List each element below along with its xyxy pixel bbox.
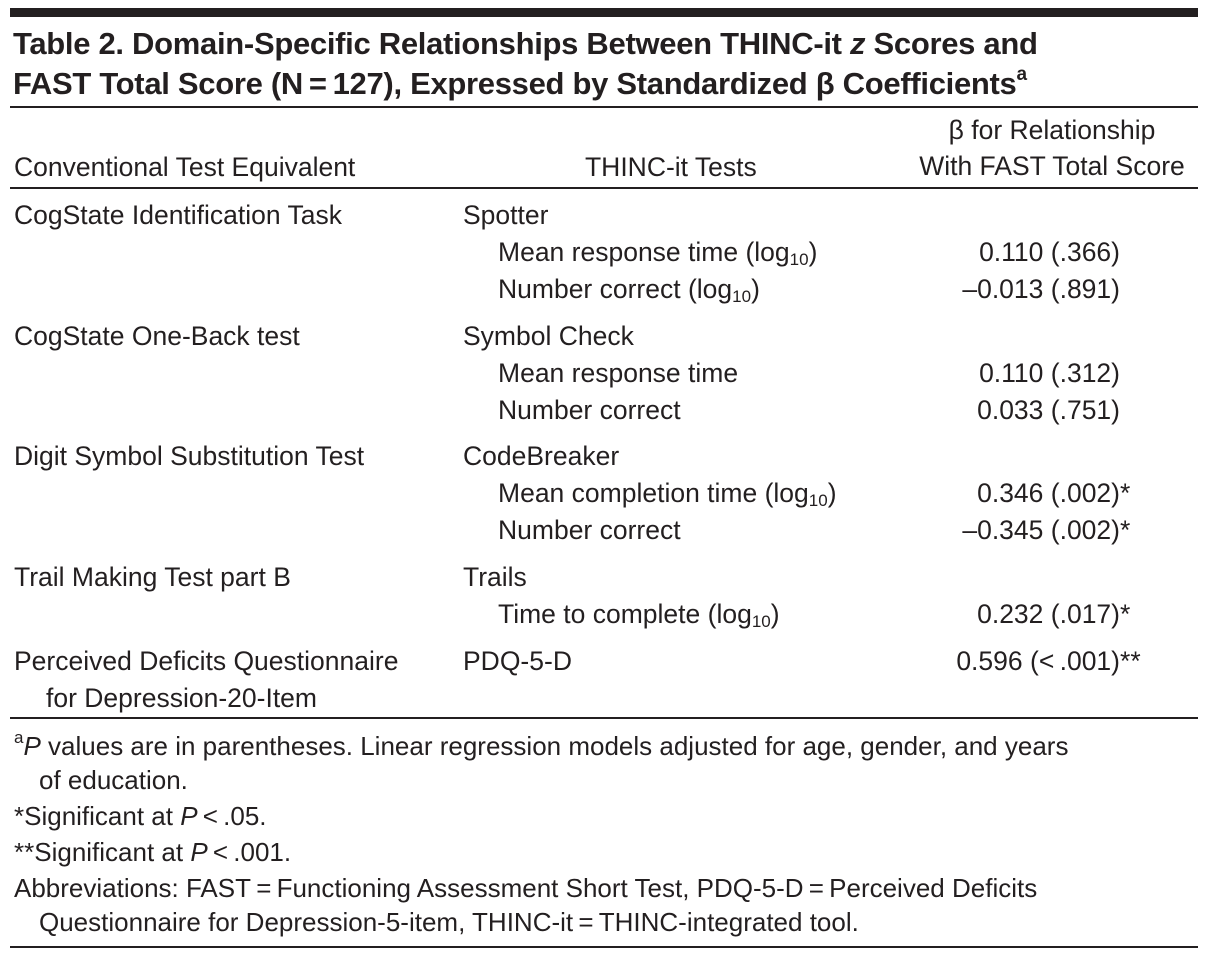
measure-label: Mean completion time (log [498,478,809,508]
beta-value-cell [948,475,1170,512]
log-base-subscript: 10 [789,250,809,269]
title-text-line2: FAST Total Score (N = 127), Expressed by Standardized β Coefficients [13,66,1017,101]
column-header-conventional: Conventional Test Equivalent [14,152,356,182]
header-bottom-rule [10,187,1198,189]
thinc-test-name-cell: PDQ-5-D [463,646,572,676]
conventional-test-cell-continued: for Depression-20-Item [46,683,317,713]
column-header-beta-line1: β for Relationship [948,115,1156,145]
beta-value-cell [948,596,1170,633]
beta-value-cell [948,643,1170,680]
beta-value-cell [948,355,1170,392]
thinc-measure-cell [498,596,780,633]
beta-coefficient: 0.596 (< .001) [956,646,1120,676]
measure-label: Mean response time [498,358,739,388]
column-header-thinc: THINC-it Tests [585,152,757,182]
column-header-beta [907,112,1197,184]
table-bottom-rule [10,717,1198,719]
measure-label: Mean response time (log [498,237,790,267]
title-text-part1: Table 2. Domain-Specific Relationships Between THINC-it [13,26,850,61]
conventional-test-cell: Perceived Deficits Questionnaire [14,646,399,676]
title-text-part2: Scores and [865,26,1038,61]
beta-coefficient: 0.110 (.312) [979,358,1120,388]
beta-coefficient: 0.110 (.366) [979,237,1120,267]
beta-value-cell [948,392,1170,429]
footnote-sig2-threshold: < .001. [207,837,292,867]
column-header-beta-line2: With FAST Total Score [919,151,1185,181]
beta-coefficient: 0.232 (.017) [977,599,1120,629]
title-z-italic: z [850,26,866,61]
thinc-test-name-cell: Trails [463,562,527,592]
measure-label: Time to complete (log [498,599,752,629]
footnote-a-marker: a [14,728,24,748]
beta-value-cell [948,271,1170,308]
log-base-subscript: 10 [808,491,828,510]
thinc-test-name-cell: Symbol Check [463,321,634,351]
beta-value-cell [948,234,1170,271]
beta-coefficient: 0.033 (.751) [977,395,1120,425]
thinc-measure-cell [498,234,817,271]
footnote-a-text: values are in parentheses. Linear regression models adjusted for age, gender, and years [40,731,1069,761]
footnote-sig1-text: *Significant at [14,801,181,831]
footnote-abbreviations-continued: Questionnaire for Depression-5-item, THINC-it = THINC-integrated tool. [39,907,859,937]
footnote-sig2-p: P [190,837,208,867]
thinc-test-name-cell: Spotter [463,200,549,230]
conventional-test-cell: CogState Identification Task [14,200,343,230]
beta-coefficient: 0.346 (.002) [977,478,1120,508]
log-base-subscript: 10 [732,287,752,306]
thinc-measure-cell [498,512,681,549]
beta-coefficient: –0.345 (.002) [962,515,1120,545]
footnote-a [14,729,1194,763]
significance-marker: * [1120,515,1131,545]
significance-marker: ** [1120,646,1141,676]
footnote-significance-05 [14,799,1194,833]
footnote-sig2-text: **Significant at [14,837,191,867]
beta-value-cell [948,512,1170,549]
conventional-test-cell: Digit Symbol Substitution Test [14,441,365,471]
footnote-a-p: P [23,731,41,761]
thinc-measure-cell [498,392,681,429]
thinc-measure-cell [498,355,738,392]
footnote-sig1-threshold: < .05. [197,801,267,831]
conventional-test-cell: Trail Making Test part B [14,562,291,592]
footnote-significance-001 [14,835,1194,869]
measure-label: Number correct [498,515,681,545]
beta-coefficient: –0.013 (.891) [962,274,1120,304]
measure-label-close: ) [751,274,760,304]
measure-label-close: ) [827,478,837,508]
footnote-a-continued: of education. [39,765,188,795]
thinc-measure-cell [498,271,760,308]
significance-marker: * [1120,599,1131,629]
top-thick-rule [10,8,1198,17]
measure-label: Number correct [498,395,681,425]
footnote-abbreviations: Abbreviations: FAST = Functioning Assessment Short Test, PDQ-5-D = Perceived Deficits [14,873,1038,903]
measure-label-close: ) [808,237,818,267]
thinc-test-name-cell: CodeBreaker [463,441,620,471]
footnote-sig1-p: P [180,801,198,831]
measure-label-close: ) [770,599,780,629]
measure-label: Number correct (log [498,274,733,304]
significance-marker: * [1120,478,1131,508]
thinc-measure-cell [498,475,837,512]
log-base-subscript: 10 [751,612,771,631]
conventional-test-cell: CogState One-Back test [14,321,300,351]
bottom-rule [10,946,1198,948]
title-footnote-marker: a [1016,63,1027,85]
header-top-rule [10,106,1198,108]
table-title [13,24,1198,104]
